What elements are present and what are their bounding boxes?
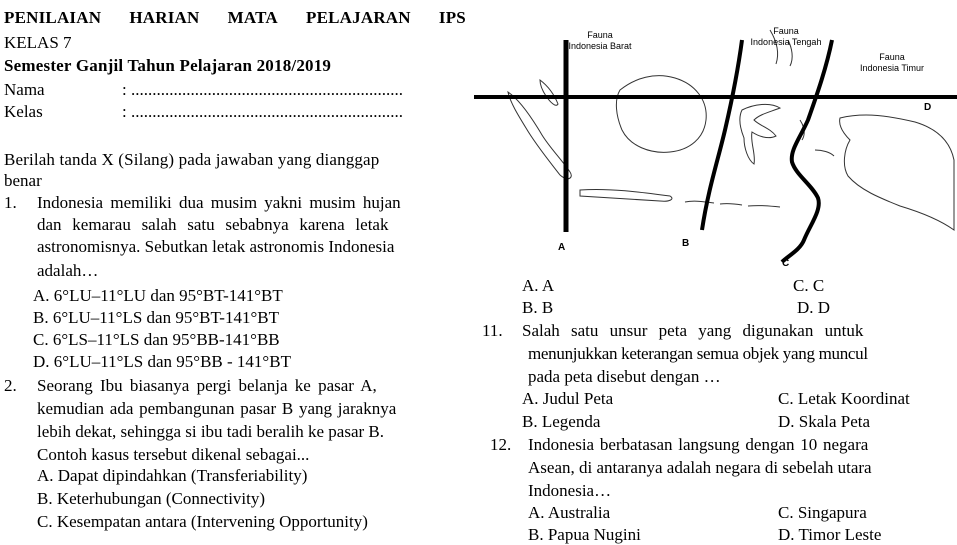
fauna-timur-label: Indonesia Timur xyxy=(859,63,925,73)
answer-option[interactable]: C. 6°LS–11°LS dan 95°BB-141°BB xyxy=(33,330,280,349)
answer-option[interactable]: A. 6°LU–11°LU dan 95°BT-141°BT xyxy=(33,286,283,305)
question-text: menunjukkan keterangan semua objek yang muncul xyxy=(528,344,868,363)
answer-option[interactable]: C. Letak Koordinat xyxy=(778,389,910,408)
class-heading: KELAS 7 xyxy=(4,33,72,52)
answer-option[interactable]: C. Kesempatan antara (Intervening Opportunity) xyxy=(37,512,368,531)
question-text: adalah… xyxy=(37,261,99,280)
instruction-line: Berilah tanda X (Silang) pada jawaban yang dianggap xyxy=(4,150,380,169)
map-letter-b: B xyxy=(682,238,690,249)
title-line xyxy=(4,8,466,28)
answer-option[interactable]: D. Skala Peta xyxy=(778,412,871,431)
question-text: dan kemarau salah satu sebabnya karena letak xyxy=(37,215,389,234)
answer-option[interactable]: A. Judul Peta xyxy=(522,389,614,408)
answer-option[interactable]: B. B xyxy=(522,298,554,317)
fauna-tengah-label: Fauna xyxy=(773,26,799,36)
question-text: Contoh kasus tersebut dikenal sebagai... xyxy=(37,445,310,464)
title-word: PELAJARAN xyxy=(306,8,411,27)
title-word: HARIAN xyxy=(129,8,200,27)
title-word: IPS xyxy=(438,8,466,27)
semester-heading: Semester Ganjil Tahun Pelajaran 2018/2019 xyxy=(4,56,332,75)
answer-option[interactable]: D. D xyxy=(797,298,831,317)
class-field[interactable]: : ................................................................ xyxy=(122,102,403,121)
question-text: pada peta disebut dengan … xyxy=(528,367,721,386)
answer-option[interactable]: B. Legenda xyxy=(522,412,601,431)
question-text: Asean, di antaranya adalah negara di sebelah utara xyxy=(528,458,872,477)
fauna-barat-label: Fauna xyxy=(587,30,613,40)
name-field[interactable]: : ................................................................ xyxy=(122,80,403,99)
fauna-timur-label: Fauna xyxy=(879,52,905,62)
answer-option[interactable]: C. C xyxy=(793,276,825,295)
answer-option[interactable]: B. Keterhubungan (Connectivity) xyxy=(37,489,266,508)
question-number: 12. xyxy=(490,435,512,454)
question-text: Indonesia berbatasan langsung dengan 10 negara xyxy=(528,435,869,454)
question-number: 1. xyxy=(4,193,17,212)
map-letter-c: C xyxy=(782,258,790,269)
question-text: Salah satu unsur peta yang digunakan untuk xyxy=(522,321,864,340)
title-word: PENILAIAN xyxy=(4,8,102,27)
instruction-line: benar xyxy=(4,171,42,190)
class-label: Kelas xyxy=(4,102,43,121)
fauna-barat-label: Indonesia Barat xyxy=(568,41,632,51)
answer-option[interactable]: A. Dapat dipindahkan (Transferiability) xyxy=(37,466,308,485)
map-letter-a: A xyxy=(558,242,566,253)
fauna-tengah-label: Indonesia Tengah xyxy=(750,37,822,47)
answer-option[interactable]: D. Timor Leste xyxy=(778,525,882,544)
question-text: kemudian ada pembangunan pasar B yang jaraknya xyxy=(37,399,397,418)
question-text: Indonesia… xyxy=(528,481,612,500)
answer-option[interactable]: B. 6°LU–11°LS dan 95°BT-141°BT xyxy=(33,308,279,327)
answer-option[interactable]: A. Australia xyxy=(528,503,611,522)
question-text: lebih dekat, sehingga si ibu tadi beralih ke pasar B. xyxy=(37,422,384,441)
title-word: MATA xyxy=(227,8,278,27)
indonesia-fauna-map xyxy=(470,0,957,272)
answer-option[interactable]: D. 6°LU–11°LS dan 95°BB - 141°BT xyxy=(33,352,291,371)
name-label: Nama xyxy=(4,80,45,99)
question-text: Indonesia memiliki dua musim yakni musim hujan xyxy=(37,193,401,212)
question-text: astronomisnya. Sebutkan letak astronomis Indonesia xyxy=(37,237,395,256)
question-number: 2. xyxy=(4,376,17,395)
question-text: Seorang Ibu biasanya pergi belanja ke pasar A, xyxy=(37,376,377,395)
map-letter-d: D xyxy=(924,102,932,113)
answer-option[interactable]: C. Singapura xyxy=(778,503,867,522)
question-number: 11. xyxy=(482,321,503,340)
answer-option[interactable]: B. Papua Nugini xyxy=(528,525,641,544)
answer-option[interactable]: A. A xyxy=(522,276,555,295)
